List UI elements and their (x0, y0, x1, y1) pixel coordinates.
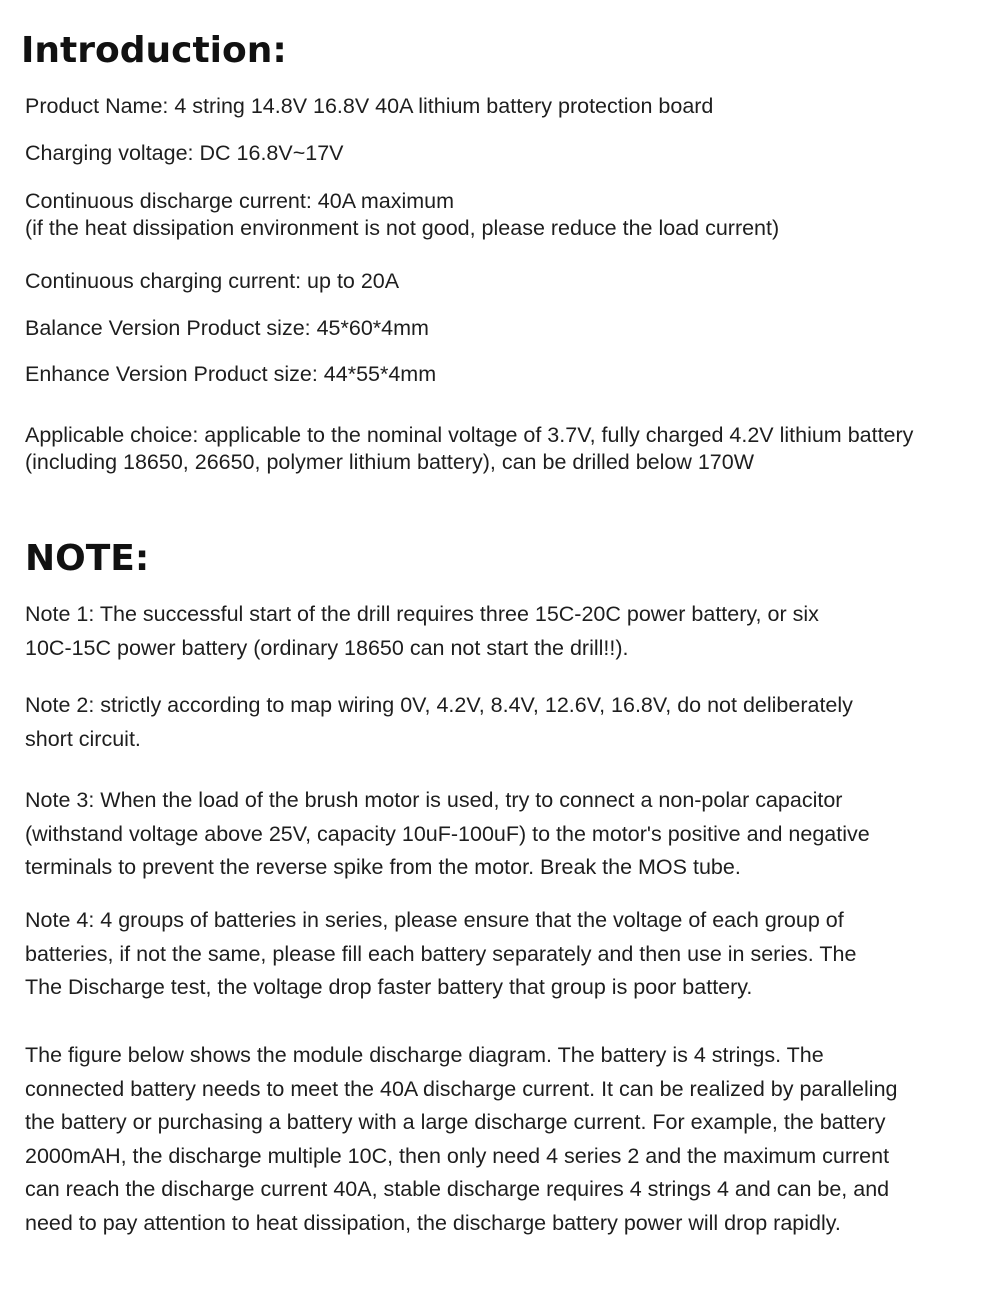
note-2-line: Note 2: strictly according to map wiring 0V, 4.2V, 8.4V, 12.6V, 16.8V, do not deliberately (25, 693, 853, 717)
note-heading: NOTE: (25, 538, 150, 579)
enhance-version-size-text: Enhance Version Product size: 44*55*4mm (25, 362, 437, 386)
note-4-line: The Discharge test, the voltage drop faster battery that group is poor battery. (25, 975, 753, 999)
note-3-line: Note 3: When the load of the brush motor is used, try to connect a non-polar capacitor (25, 788, 843, 812)
product-name-text: Product Name: 4 string 14.8V 16.8V 40A lithium battery protection board (25, 94, 714, 118)
continuous-discharge-line-1: Continuous discharge current: 40A maximum (25, 189, 455, 213)
discharge-paragraph-line: connected battery needs to meet the 40A discharge current. It can be realized by paralleling (25, 1076, 898, 1101)
note-4-text (25, 904, 856, 1005)
applicable-choice-line-1: Applicable choice: applicable to the nominal voltage of 3.7V, fully charged 4.2V lithium battery (25, 423, 914, 447)
introduction-heading: Introduction: (21, 30, 287, 71)
note-2-line: short circuit. (25, 726, 141, 751)
discharge-paragraph-line: can reach the discharge current 40A, stable discharge requires 4 strings 4 and can be, and (25, 1177, 890, 1201)
note-1-line: 10C-15C power battery (ordinary 18650 can not start the drill!!). (25, 635, 629, 660)
discharge-paragraph-line: The figure below shows the module discharge diagram. The battery is 4 strings. The (25, 1043, 824, 1067)
note-3-line: (withstand voltage above 25V, capacity 10uF-100uF) to the motor's positive and negative (25, 821, 870, 846)
discharge-diagram-paragraph (25, 1039, 897, 1240)
note-1-line: Note 1: The successful start of the drill requires three 15C-20C power battery, or six (25, 602, 819, 626)
continuous-discharge-text (25, 188, 779, 242)
note-1-text (25, 598, 819, 665)
discharge-paragraph-line: 2000mAH, the discharge multiple 10C, then only need 4 series 2 and the maximum current (25, 1143, 890, 1168)
continuous-discharge-line-2: (if the heat dissipation environment is not good, please reduce the load current) (25, 216, 780, 240)
balance-version-size-text: Balance Version Product size: 45*60*4mm (25, 316, 429, 340)
note-4-line: batteries, if not the same, please fill each battery separately and then use in series. The (25, 941, 857, 966)
continuous-charging-text: Continuous charging current: up to 20A (25, 269, 400, 293)
note-4-line: Note 4: 4 groups of batteries in series, please ensure that the voltage of each group of (25, 908, 844, 932)
charging-voltage-text: Charging voltage: DC 16.8V~17V (25, 141, 344, 165)
applicable-choice-text (25, 422, 913, 476)
note-3-text (25, 784, 870, 885)
applicable-choice-line-2: (including 18650, 26650, polymer lithium battery), can be drilled below 170W (25, 450, 755, 474)
note-3-line: terminals to prevent the reverse spike from the motor. Break the MOS tube. (25, 855, 741, 879)
note-2-text (25, 689, 853, 756)
discharge-paragraph-line: the battery or purchasing a battery with a large discharge current. For example, the battery (25, 1110, 886, 1134)
discharge-paragraph-line: need to pay attention to heat dissipation, the discharge battery power will drop rapidly. (25, 1210, 841, 1235)
